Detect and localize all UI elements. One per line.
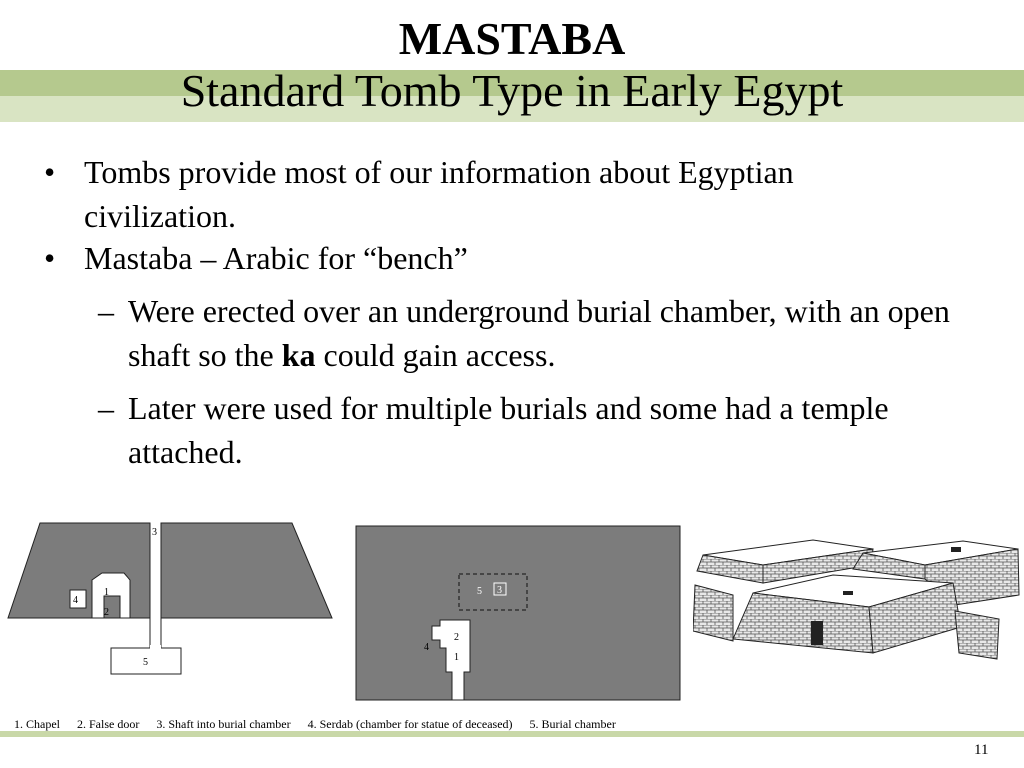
section-label-2: 2 — [104, 607, 109, 618]
sub-bullet-erected-text: Were erected over an underground burial chamber, with an open shaft so the — [128, 293, 950, 373]
caption-false-door: 2. False door — [77, 717, 140, 731]
bullet-tombs-info: Tombs provide most of our information about Egyptian civilization. — [84, 154, 794, 234]
plan-label-3: 3 — [497, 585, 502, 596]
sub-bullet-later-use: Later were used for multiple burials and some had a temple attached. — [128, 390, 889, 470]
ka-term: ka — [281, 337, 316, 373]
bullet-marker: • — [44, 240, 56, 276]
caption-chapel: 1. Chapel — [14, 717, 60, 731]
mastaba-section-diagram — [0, 518, 340, 678]
section-label-5: 5 — [143, 657, 148, 668]
caption-burial-chamber: 5. Burial chamber — [529, 717, 616, 731]
sub-bullet-erected-end: could gain access. — [315, 337, 556, 373]
plan-label-2: 2 — [454, 632, 459, 643]
plan-label-4: 4 — [424, 642, 429, 653]
page-number: 11 — [974, 742, 989, 758]
sub-bullet-marker: – — [98, 293, 114, 329]
mastaba-perspective-drawing — [693, 535, 1023, 661]
plan-label-5: 5 — [477, 586, 482, 597]
caption-serdab: 4. Serdab (chamber for statue of deceased) — [307, 717, 513, 731]
section-label-4: 4 — [73, 595, 78, 606]
caption-shaft: 3. Shaft into burial chamber — [156, 717, 291, 731]
slide-subtitle: Standard Tomb Type in Early Egypt — [180, 65, 844, 116]
section-label-3: 3 — [152, 527, 157, 538]
figure-caption — [14, 717, 630, 732]
section-label-1: 1 — [104, 587, 109, 598]
slide-title: MASTABA — [398, 13, 626, 64]
sub-bullet-erected — [128, 289, 988, 377]
bullet-mastaba-meaning: Mastaba – Arabic for “bench” — [84, 240, 468, 276]
mastaba-plan-diagram — [352, 522, 684, 704]
footer-band — [0, 731, 1024, 737]
bullet-marker: • — [44, 154, 56, 190]
sub-bullet-marker: – — [98, 390, 114, 426]
plan-label-1: 1 — [454, 652, 459, 663]
